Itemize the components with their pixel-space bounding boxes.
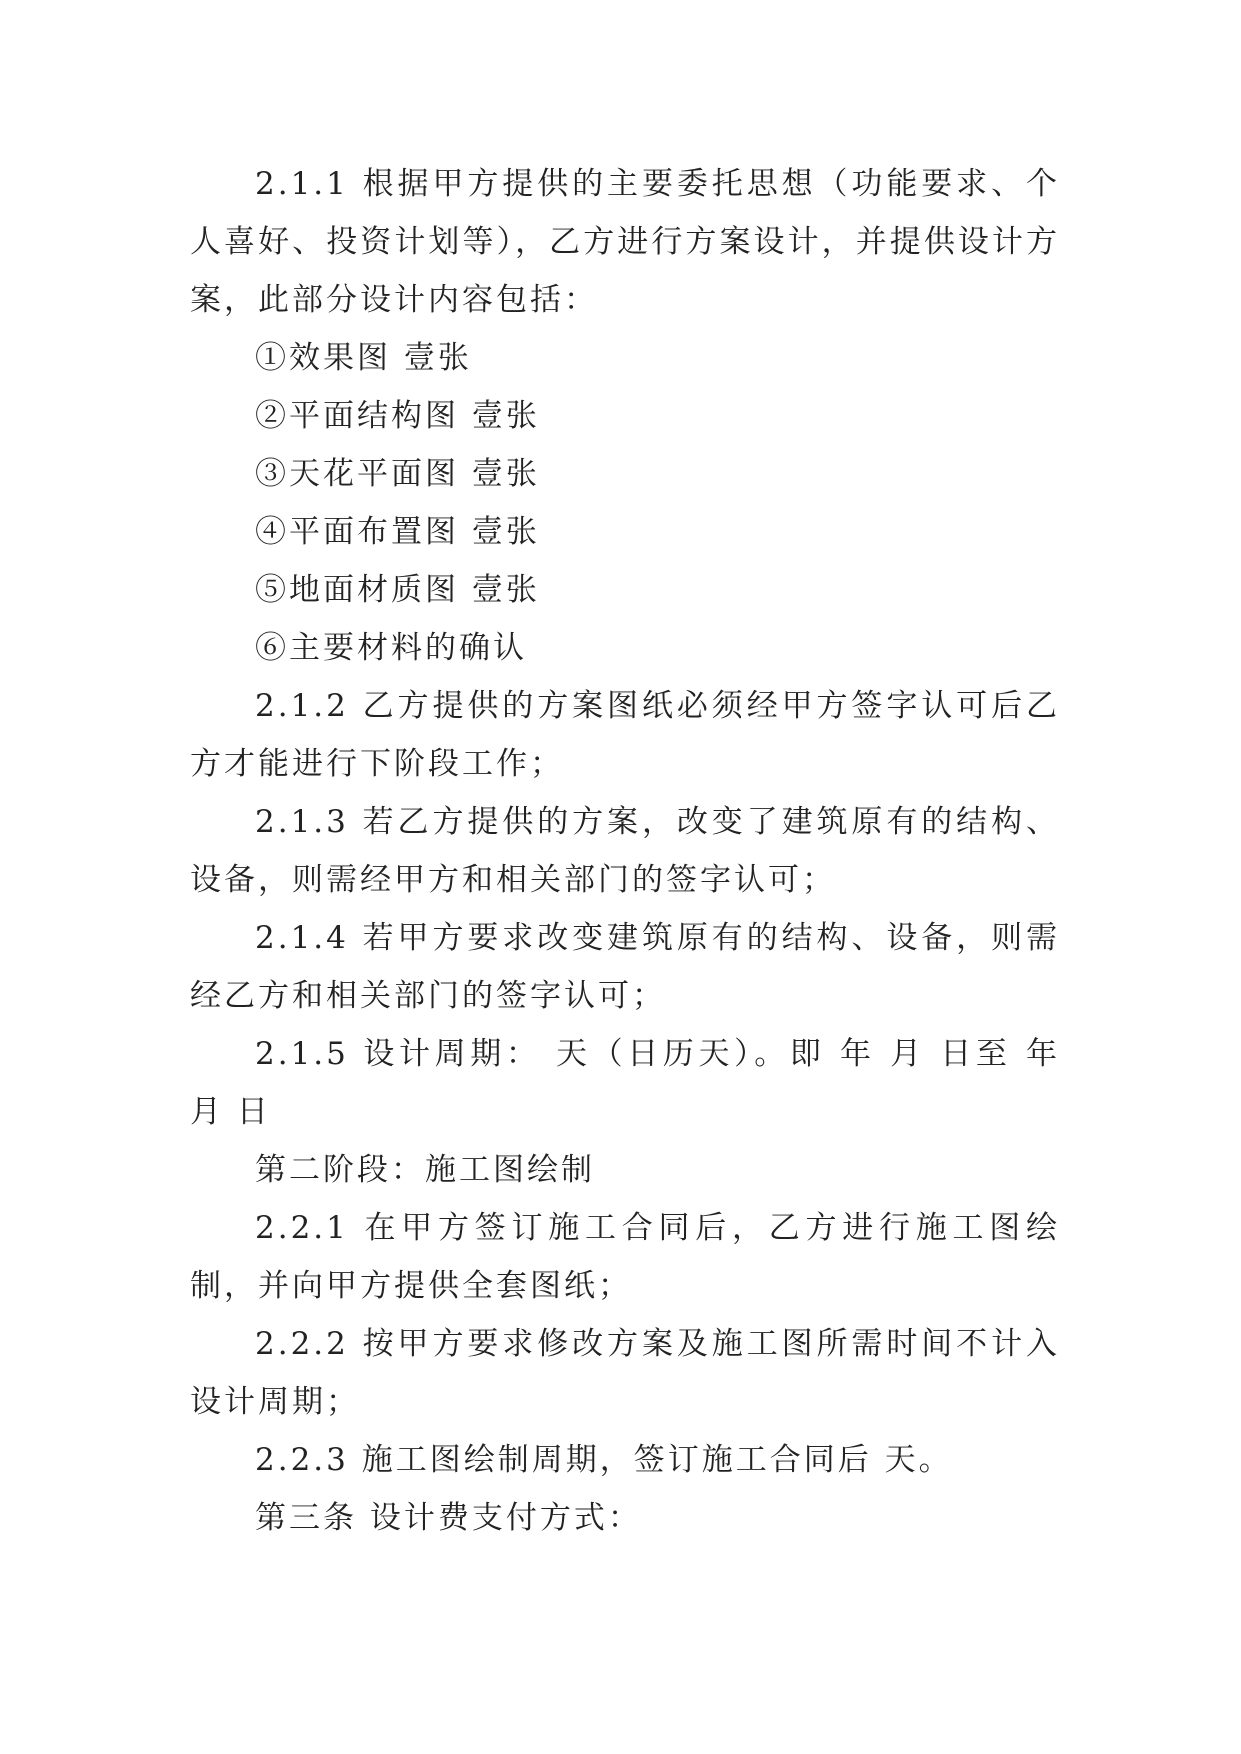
clause-2-1-3: 2.1.3 若乙方提供的方案，改变了建筑原有的结构、设备，则需经甲方和相关部门的签字认可； [190,804,1060,898]
clause-2-1-2: 2.1.2 乙方提供的方案图纸必须经甲方签字认可后乙方才能进行下阶段工作； [190,688,1060,782]
document-body [190,155,1060,1547]
clause-2-2-2: 2.2.2 按甲方要求修改方案及施工图所需时间不计入设计周期； [190,1326,1060,1420]
clause-2-1-1: 2.1.1 根据甲方提供的主要委托思想（功能要求、个人喜好、投资计划等），乙方进行方案设计，并提供设计方案，此部分设计内容包括： [190,166,1060,318]
section-heading-stage-two: 第二阶段：施工图绘制 [255,1152,595,1188]
list-item-layout-plan: ④平面布置图 壹张 [255,514,540,550]
list-item-floor-material: ⑤地面材质图 壹张 [255,572,540,608]
clause-2-2-1: 2.2.1 在甲方签订施工合同后，乙方进行施工图绘制，并向甲方提供全套图纸； [190,1210,1060,1304]
list-item-material-confirmation: ⑥主要材料的确认 [255,630,527,666]
clause-2-2-3: 2.2.3 施工图绘制周期，签订施工合同后 天。 [255,1442,953,1478]
list-item-floor-structure: ②平面结构图 壹张 [255,398,540,434]
clause-2-1-4: 2.1.4 若甲方要求改变建筑原有的结构、设备，则需经乙方和相关部门的签字认可； [190,920,1060,1014]
list-item-rendering: ①效果图 壹张 [255,340,472,376]
clause-2-1-5: 2.1.5 设计周期： 天（日历天）。即 年 月 日至 年 月 日 [190,1036,1060,1130]
list-item-ceiling-plan: ③天花平面图 壹张 [255,456,540,492]
section-heading-article-three: 第三条 设计费支付方式： [255,1500,642,1536]
